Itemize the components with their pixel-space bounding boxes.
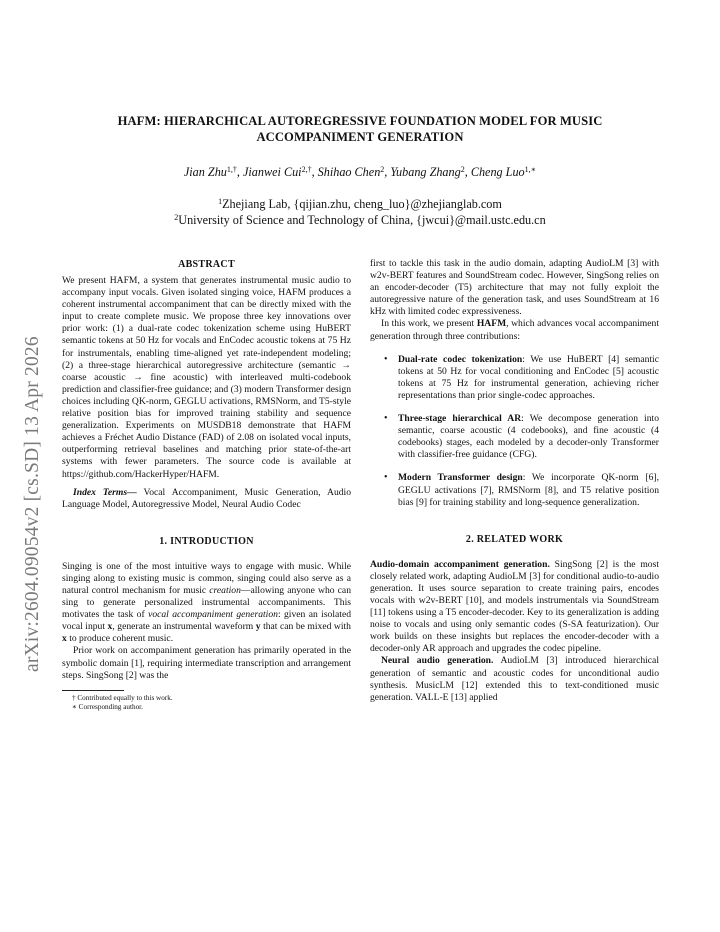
affiliation-1: $^1$Zhejiang Lab, {qijian.zhu, cheng_luo}@zhejianglab.com (218, 197, 502, 211)
author-affil-mark: 1,∗ (524, 165, 537, 174)
index-terms (62, 487, 351, 511)
related-paragraph-1: Audio-domain accompaniment generation. SingSong [2] is the most closely related work, adapting AudioLM [3] for conditional audio-to-audio generation. It uses source separation to create training pairs, encodes vocals with w2v-BERT [10], and models instrumentals via SoundStream [11] tokens using a T5 encoder-decoder. Key to its generalization is adding noise to vocals and using only semantic codes (S-SA featurization). Our work builds on these insights but replaces the encoder-decoder with a decoder-only AR approach and upgrades the codec pipeline. (370, 558, 659, 655)
author-affil-mark: 1,† (226, 165, 237, 174)
abstract-text: We present HAFM, a system that generates instrumental music audio to accompany input vocals. Given isolated singing voice, HAFM produces a coherent instrumental accompaniment that can be directly mixed with the input to create complete music. We propose three key innovations over prior work: (1) a dual-rate codec tokenization scheme using HuBERT semantic tokens at 50 Hz for vocals and EnCodec acoustic tokens at 75 Hz for instrumentals, enabling time-aligned yet rate-independent modeling; (2) a three-stage hierarchical autoregressive architecture (semantic → coarse acoustic → fine acoustic) with interleaved multi-codebook prediction and classifier-free guidance; and (3) modern Transformer design choices including QK-norm, GEGLU activations, RMSNorm, and T5-style relative position bias for improved training stability and sequence generalization. Experiments on MUSDB18 demonstrate that HAFM achieves a Fréchet Audio Distance (FAD) of 2.08 on isolated vocal inputs, outperforming retrieval baselines and matching prior state-of-the-art systems with fewer parameters. The source code is available at https://github.com/HackerHyper/HAFM. (62, 275, 351, 480)
list-item: • Modern Transformer design: We incorporate QK-norm [6], GEGLU activations [7], RMSNorm [8], and T5 relative position bias [9] for training stability and long-sequence generalization. (384, 472, 660, 508)
author-affil-mark: 2 (380, 165, 385, 174)
contributions-intro: In this work, we present HAFM, which advances vocal accompaniment generation through three contributions: (370, 318, 659, 342)
intro-paragraph-1: Singing is one of the most intuitive ways to engage with music. While singing along to existing music is common, singing could also serve as a natural control mechanism for music creation—allowing anyone who can sing to generate personalized instrumental accompaniments. This motivates the task of vocal accompaniment generation: given an isolated vocal input x, generate an instrumental waveform y that can be mixed with x to produce coherent music. (62, 560, 351, 645)
author-list: Jian Zhu$^{1,\dagger}$, Jianwei Cui$^{2,\dagger}$, Shihao Chen$^2$, Yubang Zhang$^2$, Cheng Luo$^{1,∗}$ (183, 165, 537, 179)
abstract-heading: ABSTRACT (178, 259, 235, 270)
left-column (62, 258, 351, 713)
intro-paragraph-2: Prior work on accompaniment generation has primarily operated in the symbolic domain [1], requiring intermediate transcription and arrangement steps. SingSong [2] was the (62, 645, 351, 681)
intro-continued-paragraph: first to tackle this task in the audio domain, adapting AudioLM [3] with w2v-BERT features and SoundStream codec. However, SingSong relies on an encoder-decoder (T5) architecture that may not fully exploit the autoregressive nature of the generation task, and uses SoundStream at 16 kHz with limited codec expressiveness. (370, 258, 659, 318)
title-line-1: HAFM: HIERARCHICAL AUTOREGRESSIVE FOUNDATION MODEL FOR MUSIC (117, 114, 603, 128)
related-paragraph-2: Neural audio generation. AudioLM [3] introduced hierarchical generation of semantic and acoustic codes for unconditional audio synthesis. MusicLM [12] extended this to text-conditioned music generation. VALL-E [13] applied (370, 655, 659, 703)
right-column (370, 258, 659, 704)
bullet-icon: • (384, 472, 388, 484)
related-work-heading: 2. RELATED WORK (465, 533, 564, 545)
paper-title (70, 113, 650, 145)
author-affil-mark: 2,† (301, 165, 312, 174)
footnote-corresponding-author: ∗ Corresponding author. (72, 703, 143, 712)
affiliation-2: $^2$University of Science and Technology of China, {jwcui}@mail.ustc.edu.cn (174, 213, 546, 227)
contributions-list (370, 354, 659, 509)
author-affil-mark: 2 (460, 165, 465, 174)
footnotes (62, 690, 351, 713)
author-name: Yubang Zhang (390, 165, 461, 179)
bullet-icon: • (384, 353, 388, 365)
list-item: • Dual-rate codec tokenization: We use HuBERT [4] semantic tokens at 50 Hz for vocal conditioning and EnCodec [5] acoustic tokens at 75 Hz for instrumental generation, achieving richer representations than prior single-codec approaches. (384, 353, 659, 401)
index-terms-text: Vocal Accompaniment, Music Generation, Audio Language Model, Autoregressive Model, Neural Audio Codec (62, 486, 351, 510)
footnote-divider (62, 690, 124, 691)
bullet-icon: • (384, 413, 388, 425)
index-terms-label: Index Terms— (73, 486, 137, 498)
list-item: • Three-stage hierarchical AR: We decompose generation into semantic, coarse acoustic (4 codebooks), and fine acoustic (4 codebooks) stages, each modeled by a decoder-only Transformer with classifier-free guidance (CFG). (384, 413, 659, 461)
author-name: Shihao Chen (317, 165, 381, 179)
title-line-2: ACCOMPANIMENT GENERATION (256, 130, 464, 144)
intro-heading: 1. INTRODUCTION (159, 535, 254, 547)
footnote-equal-contribution: † Contributed equally to this work. (72, 693, 173, 702)
author-name: Jian Zhu (183, 165, 227, 179)
author-name: Cheng Luo (470, 165, 525, 179)
arxiv-identifier: arXiv:2604.09054v2 [cs.SD] 13 Apr 2026 (22, 336, 43, 672)
author-name: Jianwei Cui (242, 165, 302, 179)
affiliations (70, 196, 650, 228)
